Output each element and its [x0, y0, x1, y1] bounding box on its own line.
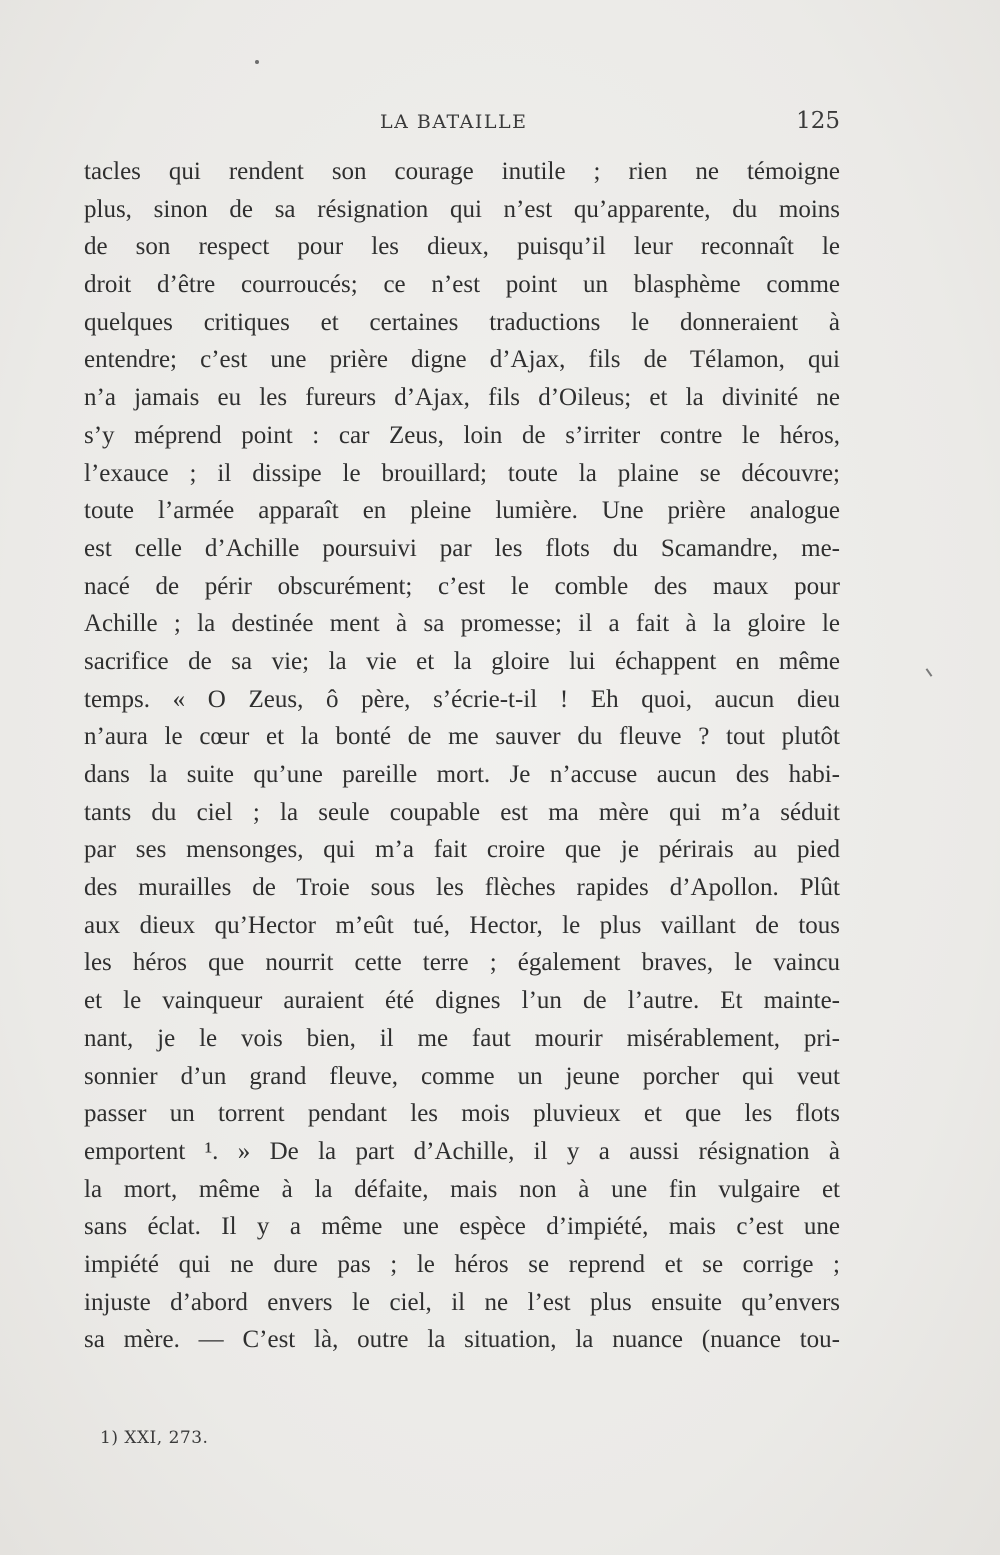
- text-line: la mort, même à la défaite, mais non à une fin vulgaire et: [84, 1175, 840, 1203]
- text-line: sa mère. — C’est là, outre la situation, la nuance (nuance tou-: [84, 1326, 840, 1354]
- margin-mark: [926, 668, 933, 677]
- text-line: quelques critiques et certaines traductions le donneraient à: [84, 308, 840, 336]
- text-line: injuste d’abord envers le ciel, il ne l’est plus ensuite qu’envers: [84, 1288, 840, 1316]
- text-line: des murailles de Troie sous les flèches rapides d’Apollon. Plût: [84, 874, 840, 902]
- text-line: emportent ¹. » De la part d’Achille, il y a aussi résignation à: [84, 1137, 840, 1165]
- text-line: n’a jamais eu les fureurs d’Ajax, fils d’Oileus; et la divinité ne: [84, 384, 840, 412]
- text-line: sans éclat. Il y a même une espèce d’impiété, mais c’est une: [84, 1213, 840, 1241]
- text-line: par ses mensonges, qui m’a fait croire que je périrais au pied: [84, 836, 840, 864]
- text-line: l’exauce ; il dissipe le brouillard; toute la plaine se découvre;: [84, 459, 840, 487]
- text-line: nant, je le vois bien, il me faut mourir misérablement, pri-: [84, 1024, 840, 1052]
- text-line: entendre; c’est une prière digne d’Ajax, fils de Télamon, qui: [84, 346, 840, 374]
- page-number: 125: [796, 108, 840, 134]
- text-line: les héros que nourrit cette terre ; également braves, le vaincu: [84, 949, 840, 977]
- text-line: aux dieux qu’Hector m’eût tué, Hector, le plus vaillant de tous: [84, 911, 840, 939]
- text-line: n’aura le cœur et la bonté de me sauver du fleuve ? tout plutôt: [84, 723, 840, 751]
- text-line: et le vainqueur auraient été dignes l’un de l’autre. Et mainte-: [84, 987, 840, 1015]
- text-line: tacles qui rendent son courage inutile ; rien ne témoigne: [84, 158, 840, 185]
- text-line: plus, sinon de sa résignation qui n’est qu’apparente, du moins: [84, 195, 840, 223]
- footnote: 1) XXI, 273.: [100, 1428, 209, 1448]
- text-line: sonnier d’un grand fleuve, comme un jeune porcher qui veut: [84, 1062, 840, 1090]
- text-line: temps. « O Zeus, ô père, s’écrie-t-il ! Eh quoi, aucun dieu: [84, 685, 840, 713]
- text-line: impiété qui ne dure pas ; le héros se reprend et se corrige ;: [84, 1250, 840, 1278]
- ink-speck: [255, 60, 259, 64]
- text-line: est celle d’Achille poursuivi par les flots du Scamandre, me-: [84, 534, 840, 562]
- text-line: passer un torrent pendant les mois pluvieux et que les flots: [84, 1100, 840, 1128]
- text-line: s’y méprend point : car Zeus, loin de s’irriter contre le héros,: [84, 421, 840, 449]
- text-line: droit d’être courroucés; ce n’est point un blasphème comme: [84, 271, 840, 299]
- text-line: dans la suite qu’une pareille mort. Je n’accuse aucun des habi-: [84, 761, 840, 788]
- text-line: sacrifice de sa vie; la vie et la gloire lui échappent en même: [84, 647, 840, 675]
- text-line: nacé de périr obscurément; c’est le comble des maux pour: [84, 572, 840, 600]
- running-title: LA BATAILLE: [380, 111, 528, 133]
- text-line: toute l’armée apparaît en pleine lumière. Une prière analogue: [84, 497, 840, 525]
- text-line: tants du ciel ; la seule coupable est ma mère qui m’a séduit: [84, 798, 840, 826]
- text-line: de son respect pour les dieux, puisqu’il leur reconnaît le: [84, 233, 840, 261]
- text-line: Achille ; la destinée ment à sa promesse; il a fait à la gloire le: [84, 610, 840, 638]
- body-text: [84, 153, 840, 1359]
- page-header: [84, 108, 840, 138]
